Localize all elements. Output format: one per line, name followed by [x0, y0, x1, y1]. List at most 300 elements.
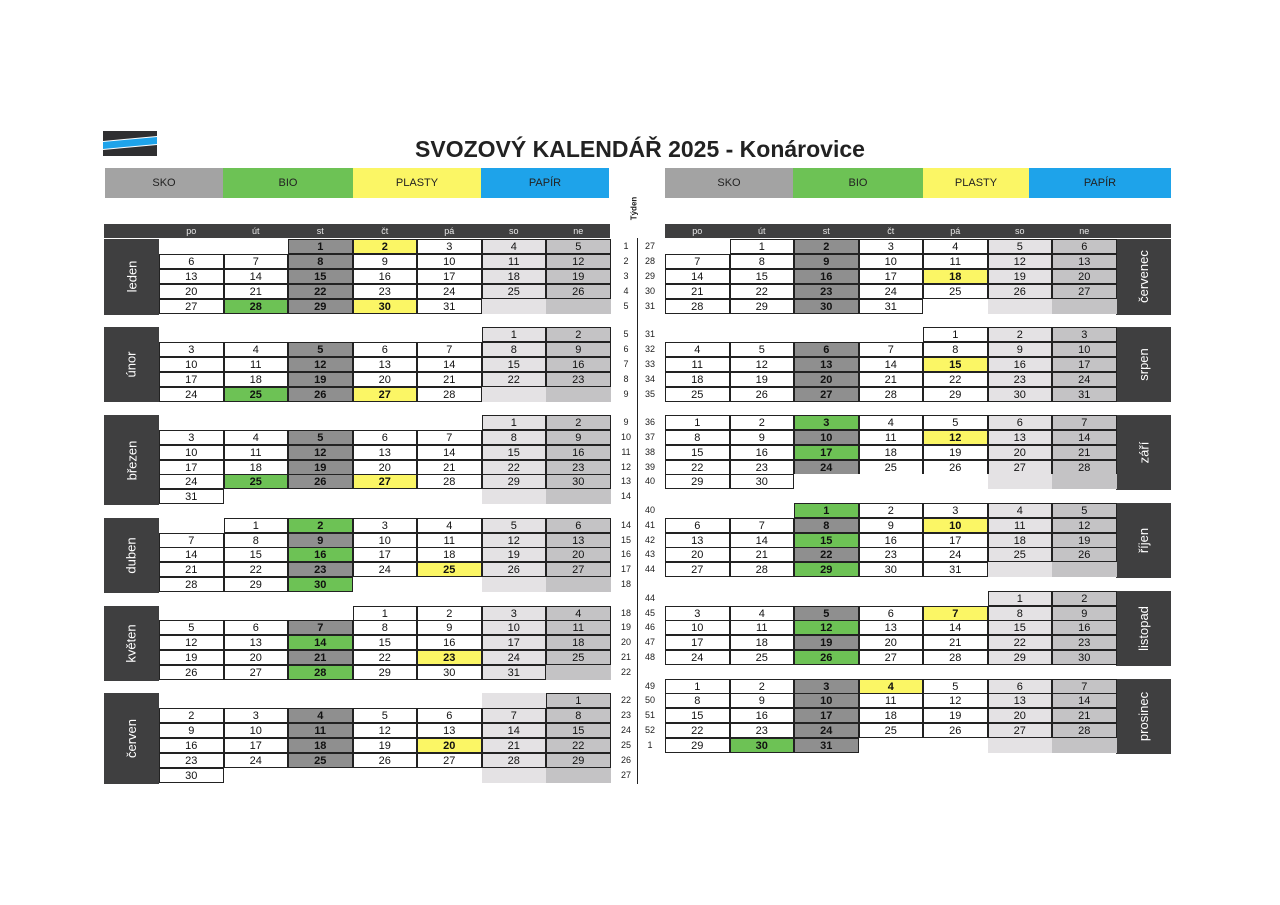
- day-cell: 9: [159, 723, 224, 738]
- day-cell: 1: [794, 503, 859, 518]
- week-number: 17: [620, 564, 631, 575]
- day-cell: 30: [1052, 650, 1117, 665]
- empty-cell: [546, 665, 611, 680]
- day-header: čt: [887, 226, 895, 236]
- day-cell: 19: [923, 708, 988, 723]
- day-cell: 22: [224, 562, 289, 577]
- week-number: 26: [620, 755, 631, 766]
- week-number: 14: [620, 519, 631, 530]
- day-cell: 9: [859, 518, 924, 533]
- day-cell: 27: [794, 387, 859, 402]
- day-cell: 7: [1052, 679, 1117, 694]
- day-cell: 30: [859, 562, 924, 577]
- month-name: prosinec: [1135, 691, 1151, 741]
- day-header: út: [757, 226, 766, 236]
- day-header: po: [692, 226, 703, 236]
- empty-cell: [159, 239, 224, 254]
- week-number: 22: [620, 667, 631, 678]
- day-cell: 22: [730, 284, 795, 299]
- day-cell: 5: [546, 239, 611, 254]
- day-cell: 6: [794, 342, 859, 357]
- empty-cell: [1052, 562, 1117, 577]
- month-name: březen: [124, 440, 139, 480]
- day-cell: 10: [1052, 342, 1117, 357]
- day-cell: 20: [353, 460, 418, 475]
- empty-cell: [159, 693, 224, 708]
- week-number: 36: [644, 416, 655, 427]
- empty-cell: [546, 299, 611, 314]
- day-cell: 15: [353, 635, 418, 650]
- day-cell: 9: [730, 430, 795, 445]
- day-cell: 10: [417, 254, 482, 269]
- day-cell: 13: [353, 445, 418, 460]
- day-cell: 17: [159, 460, 224, 475]
- week-number: 48: [644, 652, 655, 663]
- day-cell: 19: [482, 547, 547, 562]
- day-cell: 22: [923, 372, 988, 387]
- day-cell: 21: [159, 562, 224, 577]
- day-cell: 24: [159, 474, 224, 489]
- empty-cell: [1052, 738, 1117, 753]
- week-number: 29: [644, 270, 655, 281]
- week-number: 40: [644, 476, 655, 487]
- day-cell: 3: [417, 239, 482, 254]
- day-cell: 4: [224, 342, 289, 357]
- day-cell: 24: [224, 753, 289, 768]
- day-cell: 16: [546, 357, 611, 372]
- week-number: 50: [644, 695, 655, 706]
- day-cell: 29: [224, 577, 289, 592]
- day-cell: 5: [288, 430, 353, 445]
- day-cell: 20: [1052, 269, 1117, 284]
- day-cell: 3: [353, 518, 418, 533]
- day-header: pá: [950, 226, 961, 236]
- day-cell: 12: [730, 357, 795, 372]
- day-cell: 27: [224, 665, 289, 680]
- day-cell: 4: [730, 606, 795, 621]
- day-cell: 18: [546, 635, 611, 650]
- week-number: 20: [620, 637, 631, 648]
- day-cell: 5: [988, 239, 1053, 254]
- empty-cell: [988, 562, 1053, 577]
- empty-cell: [730, 503, 795, 518]
- day-cell: 20: [988, 445, 1053, 460]
- empty-cell: [988, 738, 1053, 753]
- empty-cell: [288, 606, 353, 621]
- month-label-březen: [104, 415, 159, 505]
- empty-cell: [353, 327, 418, 342]
- day-cell: 10: [665, 620, 730, 635]
- day-cell: 16: [288, 547, 353, 562]
- week-divider: [637, 238, 638, 784]
- day-cell: 5: [794, 606, 859, 621]
- day-cell: 23: [988, 372, 1053, 387]
- week-number: 10: [620, 431, 631, 442]
- day-cell: 6: [353, 342, 418, 357]
- day-cell: 19: [353, 738, 418, 753]
- month-label-listopad: [1116, 591, 1171, 667]
- empty-cell: [665, 503, 730, 518]
- week-number: 7: [623, 358, 629, 369]
- month-name: září: [1135, 441, 1151, 464]
- day-cell: 28: [417, 387, 482, 402]
- empty-cell: [417, 577, 482, 592]
- day-cell: 14: [159, 547, 224, 562]
- day-cell: 3: [923, 503, 988, 518]
- day-cell: 27: [353, 387, 418, 402]
- week-number: 27: [644, 241, 655, 251]
- day-cell: 21: [859, 372, 924, 387]
- week-number: 35: [644, 388, 655, 399]
- day-cell: 26: [159, 665, 224, 680]
- empty-cell: [353, 693, 418, 708]
- day-cell: 19: [988, 269, 1053, 284]
- day-cell: 10: [353, 533, 418, 548]
- empty-cell: [482, 768, 547, 783]
- day-header: ne: [573, 226, 584, 236]
- day-cell: 25: [923, 284, 988, 299]
- legend-plasty: PLASTY: [353, 168, 481, 198]
- week-number: 31: [644, 300, 655, 311]
- day-cell: 8: [482, 342, 547, 357]
- day-cell: 7: [417, 342, 482, 357]
- day-cell: 27: [665, 562, 730, 577]
- empty-cell: [288, 693, 353, 708]
- day-header: ne: [1079, 226, 1090, 236]
- day-cell: 6: [665, 518, 730, 533]
- day-cell: 24: [482, 650, 547, 665]
- day-cell: 24: [417, 284, 482, 299]
- day-cell: 2: [730, 415, 795, 430]
- day-cell: 26: [353, 753, 418, 768]
- day-header: st: [822, 226, 830, 236]
- day-cell: 14: [665, 269, 730, 284]
- day-cell: 21: [224, 284, 289, 299]
- day-cell: 29: [730, 299, 795, 314]
- day-header: st: [316, 226, 324, 236]
- day-cell: 26: [482, 562, 547, 577]
- day-cell: 21: [288, 650, 353, 665]
- week-number: 49: [644, 680, 655, 691]
- day-cell: 23: [417, 650, 482, 665]
- day-header: po: [186, 226, 197, 236]
- day-cell: 4: [665, 342, 730, 357]
- day-cell: 3: [1052, 327, 1117, 342]
- day-cell: 13: [988, 693, 1053, 708]
- week-number: 52: [644, 725, 655, 736]
- day-cell: 12: [1052, 518, 1117, 533]
- week-number: 31: [644, 328, 655, 339]
- week-number: 8: [623, 373, 629, 384]
- day-cell: 22: [665, 723, 730, 738]
- empty-cell: [988, 474, 1053, 489]
- week-number: 42: [644, 534, 655, 545]
- empty-cell: [224, 327, 289, 342]
- day-cell: 15: [665, 445, 730, 460]
- legend-left: [105, 168, 609, 198]
- month-label-červenec: [1116, 239, 1171, 315]
- day-cell: 7: [1052, 415, 1117, 430]
- day-cell: 15: [546, 723, 611, 738]
- empty-cell: [353, 577, 418, 592]
- day-cell: 27: [859, 650, 924, 665]
- day-cell: 18: [988, 533, 1053, 548]
- empty-cell: [482, 577, 547, 592]
- day-cell: 12: [353, 723, 418, 738]
- day-cell: 30: [730, 474, 795, 489]
- page-title: SVOZOVÝ KALENDÁŘ 2025 - Konárovice: [415, 136, 865, 162]
- day-cell: 22: [482, 460, 547, 475]
- day-cell: 23: [730, 723, 795, 738]
- day-cell: 4: [482, 239, 547, 254]
- day-cell: 7: [417, 430, 482, 445]
- day-cell: 17: [859, 269, 924, 284]
- day-cell: 5: [288, 342, 353, 357]
- day-cell: 16: [794, 269, 859, 284]
- day-cell: 21: [482, 738, 547, 753]
- day-cell: 30: [730, 738, 795, 753]
- month-label-říjen: [1116, 503, 1171, 579]
- day-cell: 18: [923, 269, 988, 284]
- day-cell: 11: [730, 620, 795, 635]
- day-cell: 18: [288, 738, 353, 753]
- empty-cell: [288, 415, 353, 430]
- day-cell: 3: [665, 606, 730, 621]
- week-number: 5: [623, 300, 629, 311]
- day-cell: 11: [224, 357, 289, 372]
- day-cell: 8: [730, 254, 795, 269]
- week-number: 33: [644, 358, 655, 369]
- day-cell: 16: [730, 708, 795, 723]
- day-cell: 10: [859, 254, 924, 269]
- empty-cell: [224, 606, 289, 621]
- day-cell: 3: [794, 415, 859, 430]
- month-label-srpen: [1116, 327, 1171, 403]
- day-cell: 26: [988, 284, 1053, 299]
- day-cell: 15: [923, 357, 988, 372]
- day-cell: 29: [546, 753, 611, 768]
- day-cell: 14: [730, 533, 795, 548]
- day-cell: 4: [988, 503, 1053, 518]
- day-cell: 23: [730, 460, 795, 475]
- day-cell: 25: [546, 650, 611, 665]
- week-number: 30: [644, 285, 655, 296]
- day-cell: 24: [923, 547, 988, 562]
- day-cell: 5: [1052, 503, 1117, 518]
- day-cell: 21: [417, 372, 482, 387]
- empty-cell: [353, 415, 418, 430]
- day-cell: 15: [988, 620, 1053, 635]
- day-cell: 30: [288, 577, 353, 592]
- week-number: 34: [644, 373, 655, 384]
- day-cell: 31: [859, 299, 924, 314]
- week-number: 37: [644, 431, 655, 442]
- day-cell: 28: [665, 299, 730, 314]
- day-cell: 16: [546, 445, 611, 460]
- week-number: 12: [620, 461, 631, 472]
- day-cell: 24: [353, 562, 418, 577]
- empty-cell: [159, 415, 224, 430]
- day-cell: 3: [224, 708, 289, 723]
- day-cell: 5: [923, 679, 988, 694]
- day-cell: 22: [546, 738, 611, 753]
- day-cell: 18: [224, 372, 289, 387]
- month-name: únor: [124, 351, 139, 378]
- week-number: 9: [623, 388, 629, 399]
- day-cell: 14: [1052, 693, 1117, 708]
- day-cell: 7: [730, 518, 795, 533]
- day-cell: 4: [224, 430, 289, 445]
- empty-cell: [224, 768, 289, 783]
- day-cell: 14: [417, 445, 482, 460]
- month-label-únor: [104, 327, 159, 403]
- empty-cell: [224, 415, 289, 430]
- month-name: říjen: [1135, 527, 1151, 554]
- day-cell: 4: [417, 518, 482, 533]
- legend-bio: BIO: [793, 168, 923, 198]
- day-cell: 29: [665, 474, 730, 489]
- empty-cell: [224, 693, 289, 708]
- day-cell: 23: [794, 284, 859, 299]
- week-number: 6: [623, 343, 629, 354]
- day-cell: 24: [859, 284, 924, 299]
- day-cell: 26: [546, 284, 611, 299]
- day-cell: 21: [665, 284, 730, 299]
- empty-cell: [730, 327, 795, 342]
- empty-cell: [859, 474, 924, 489]
- day-cell: 14: [417, 357, 482, 372]
- day-cell: 6: [988, 679, 1053, 694]
- month-label-prosinec: [1116, 679, 1171, 755]
- day-cell: 7: [159, 533, 224, 548]
- day-cell: 21: [1052, 445, 1117, 460]
- day-cell: 8: [353, 620, 418, 635]
- week-number: 15: [620, 534, 631, 545]
- day-cell: 20: [159, 284, 224, 299]
- day-cell: 11: [859, 693, 924, 708]
- day-cell: 19: [288, 460, 353, 475]
- week-number: 11: [621, 446, 631, 457]
- day-header: so: [508, 226, 519, 236]
- day-cell: 2: [1052, 591, 1117, 606]
- day-cell: 31: [1052, 387, 1117, 402]
- day-cell: 3: [794, 679, 859, 694]
- empty-cell: [288, 489, 353, 504]
- day-cell: 25: [482, 284, 547, 299]
- day-cell: 14: [1052, 430, 1117, 445]
- day-cell: 9: [1052, 606, 1117, 621]
- empty-cell: [794, 327, 859, 342]
- day-cell: 10: [794, 693, 859, 708]
- day-cell: 17: [794, 445, 859, 460]
- day-cell: 2: [988, 327, 1053, 342]
- day-cell: 2: [288, 518, 353, 533]
- empty-cell: [482, 489, 547, 504]
- day-cell: 10: [224, 723, 289, 738]
- day-cell: 20: [859, 635, 924, 650]
- day-cell: 10: [794, 430, 859, 445]
- day-cell: 27: [546, 562, 611, 577]
- empty-cell: [1052, 299, 1117, 314]
- logo: [103, 131, 157, 156]
- day-cell: 23: [288, 562, 353, 577]
- legend-bio: BIO: [223, 168, 353, 198]
- day-cell: 11: [923, 254, 988, 269]
- day-cell: 17: [353, 547, 418, 562]
- day-cell: 27: [988, 723, 1053, 738]
- day-cell: 15: [482, 445, 547, 460]
- day-cell: 28: [859, 387, 924, 402]
- day-cell: 20: [794, 372, 859, 387]
- day-cell: 24: [159, 387, 224, 402]
- day-cell: 13: [988, 430, 1053, 445]
- week-number: 47: [644, 637, 655, 648]
- day-cell: 29: [482, 474, 547, 489]
- day-cell: 30: [546, 474, 611, 489]
- day-cell: 31: [794, 738, 859, 753]
- day-cell: 2: [794, 239, 859, 254]
- day-cell: 12: [988, 254, 1053, 269]
- day-cell: 10: [482, 620, 547, 635]
- day-cell: 1: [288, 239, 353, 254]
- day-cell: 1: [923, 327, 988, 342]
- week-number: 41: [644, 519, 655, 530]
- day-cell: 15: [794, 533, 859, 548]
- month-name: duben: [124, 537, 139, 574]
- month-label-duben: [104, 518, 159, 594]
- day-cell: 13: [859, 620, 924, 635]
- day-cell: 25: [417, 562, 482, 577]
- day-cell: 26: [288, 387, 353, 402]
- month-name: srpen: [1136, 348, 1151, 381]
- day-cell: 26: [730, 387, 795, 402]
- day-cell: 19: [730, 372, 795, 387]
- month-name: leden: [124, 260, 139, 293]
- empty-cell: [794, 474, 859, 489]
- day-cell: 29: [794, 562, 859, 577]
- month-label-květen: [104, 606, 159, 682]
- week-number: 14: [620, 491, 631, 502]
- day-cell: 25: [859, 460, 924, 475]
- week-number: 40: [644, 504, 655, 515]
- empty-cell: [859, 327, 924, 342]
- day-cell: 1: [730, 239, 795, 254]
- day-header: pá: [444, 226, 455, 236]
- day-cell: 23: [159, 753, 224, 768]
- day-cell: 27: [988, 460, 1053, 475]
- empty-cell: [1052, 474, 1117, 489]
- day-cell: 19: [1052, 533, 1117, 548]
- empty-cell: [794, 591, 859, 606]
- week-number: 19: [620, 622, 631, 633]
- day-cell: 26: [923, 723, 988, 738]
- day-cell: 16: [1052, 620, 1117, 635]
- empty-cell: [859, 738, 924, 753]
- day-cell: 25: [288, 753, 353, 768]
- day-cell: 14: [923, 620, 988, 635]
- day-cell: 2: [859, 503, 924, 518]
- day-cell: 20: [417, 738, 482, 753]
- day-cell: 21: [730, 547, 795, 562]
- day-cell: 5: [353, 708, 418, 723]
- day-cell: 28: [482, 753, 547, 768]
- day-cell: 19: [923, 445, 988, 460]
- day-cell: 21: [417, 460, 482, 475]
- day-cell: 3: [859, 239, 924, 254]
- day-cell: 1: [353, 606, 418, 621]
- day-cell: 6: [988, 415, 1053, 430]
- day-cell: 9: [730, 693, 795, 708]
